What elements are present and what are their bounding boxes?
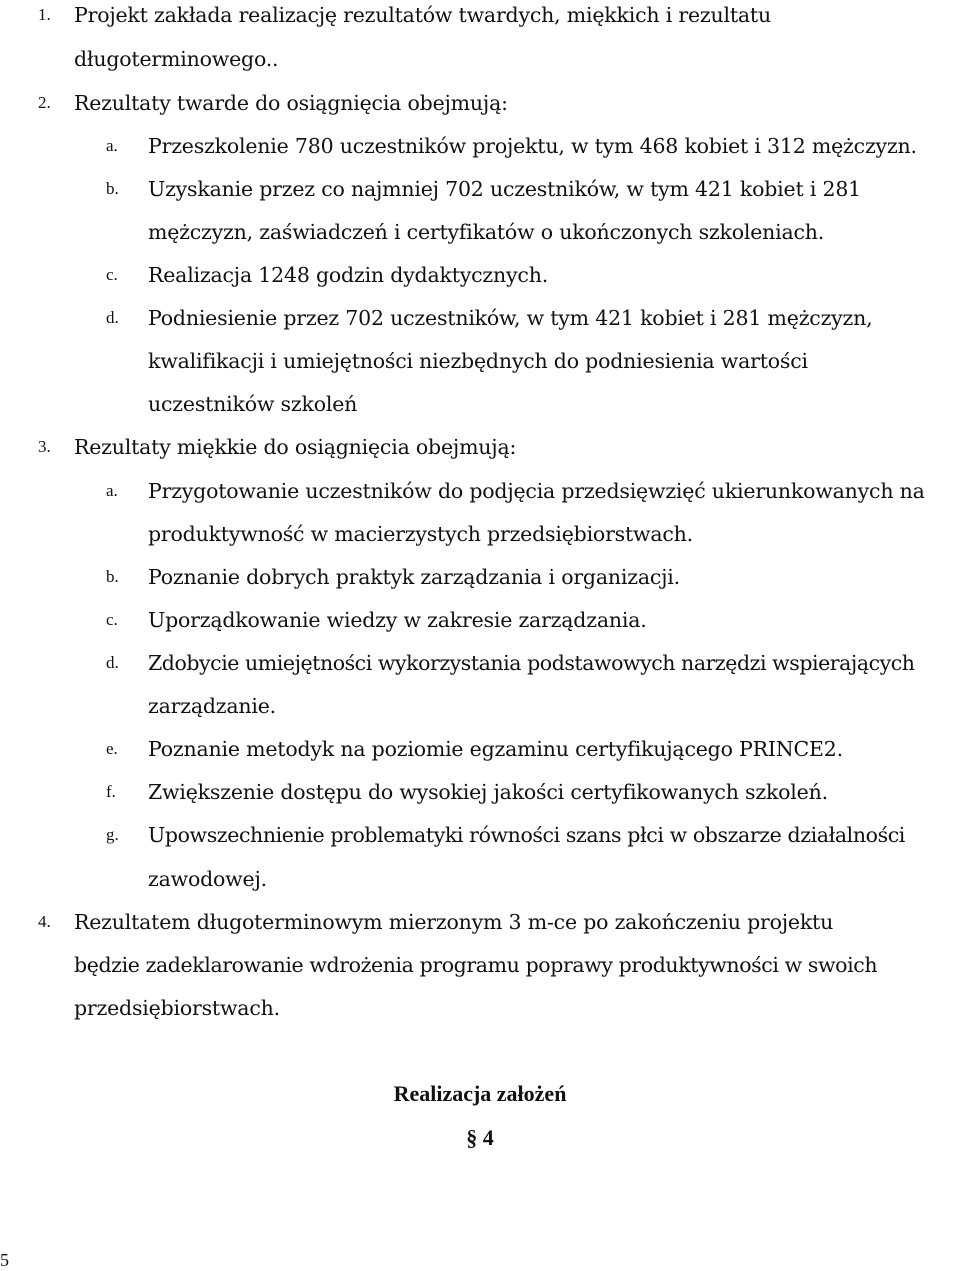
list-marker: 4. bbox=[38, 912, 51, 931]
sub-list-item bbox=[0, 174, 960, 218]
list-marker: b. bbox=[106, 179, 119, 198]
list-marker: d. bbox=[106, 653, 119, 672]
list-item-continuation bbox=[0, 950, 960, 994]
sub-list-item bbox=[0, 131, 960, 175]
list-marker: a. bbox=[106, 136, 118, 155]
sub-list-item bbox=[0, 777, 960, 821]
sub-list-item bbox=[0, 605, 960, 649]
list-item-text: Zwiększenie dostępu do wysokiej jakości certyfikowanych szkoleń. bbox=[148, 780, 828, 804]
list-item-text: Przygotowanie uczestników do podjęcia przedsięwzięć ukierunkowanych na bbox=[148, 479, 925, 503]
list-item bbox=[0, 907, 960, 951]
list-item-text: Poznanie metodyk na poziomie egzaminu certyfikującego PRINCE2. bbox=[148, 737, 843, 761]
list-item-continuation bbox=[0, 864, 960, 908]
list-item-continuation bbox=[0, 519, 960, 563]
sub-list-item bbox=[0, 734, 960, 778]
list-marker: 2. bbox=[38, 93, 51, 112]
list-item-text: uczestników szkoleń bbox=[148, 392, 358, 416]
list-item-continuation bbox=[0, 346, 960, 390]
list-item-text: Poznanie dobrych praktyk zarządzania i organizacji. bbox=[148, 565, 680, 589]
list-marker: d. bbox=[106, 308, 119, 327]
list-item-continuation bbox=[0, 44, 960, 88]
list-marker: g. bbox=[106, 825, 119, 844]
list-item-text: produktywność w macierzystych przedsiębiorstwach. bbox=[148, 522, 693, 546]
list-item-continuation bbox=[0, 389, 960, 433]
page-number: 5 bbox=[0, 1250, 9, 1270]
list-marker: b. bbox=[106, 567, 119, 586]
list-item-text: Uporządkowanie wiedzy w zakresie zarządzania. bbox=[148, 608, 647, 632]
list-marker: f. bbox=[106, 782, 116, 801]
list-item-continuation bbox=[0, 217, 960, 261]
list-item-text: Rezultaty twarde do osiągnięcia obejmują: bbox=[74, 91, 508, 115]
list-item-text: mężczyzn, zaświadczeń i certyfikatów o ukończonych szkoleniach. bbox=[148, 220, 825, 244]
list-item-text: zarządzanie. bbox=[148, 694, 276, 718]
list-marker: a. bbox=[106, 481, 118, 500]
list-item bbox=[0, 432, 960, 476]
list-marker: 1. bbox=[38, 5, 51, 24]
list-marker: c. bbox=[106, 265, 118, 284]
section-title: Realizacja założeń bbox=[393, 1081, 567, 1106]
list-item-text: Podniesienie przez 702 uczestników, w tym 421 kobiet i 281 mężczyzn, bbox=[148, 306, 873, 330]
list-item-text: Przeszkolenie 780 uczestników projektu, w tym 468 kobiet i 312 mężczyzn. bbox=[148, 134, 917, 158]
list-item-text: Rezultatem długoterminowym mierzonym 3 m-ce po zakończeniu projektu bbox=[74, 910, 834, 934]
sub-list-item bbox=[0, 476, 960, 520]
list-item-text: Realizacja 1248 godzin dydaktycznych. bbox=[148, 263, 549, 287]
list-item-text: Rezultaty miękkie do osiągnięcia obejmują: bbox=[74, 435, 517, 459]
sub-list-item bbox=[0, 303, 960, 347]
list-item-text: długoterminowego.. bbox=[74, 47, 279, 71]
list-item-text: Upowszechnienie problematyki równości szans płci w obszarze działalności bbox=[148, 823, 905, 847]
list-item-text: Uzyskanie przez co najmniej 702 uczestników, w tym 421 kobiet i 281 bbox=[148, 177, 862, 201]
list-item-text: Projekt zakłada realizację rezultatów twardych, miękkich i rezultatu bbox=[74, 3, 771, 27]
list-item-continuation bbox=[0, 691, 960, 735]
list-item-text: przedsiębiorstwach. bbox=[74, 996, 280, 1020]
sub-list-item bbox=[0, 260, 960, 304]
list-item-continuation bbox=[0, 993, 960, 1037]
sub-list-item bbox=[0, 820, 960, 864]
list-item bbox=[0, 88, 960, 132]
list-item bbox=[0, 0, 960, 44]
list-item-text: zawodowej. bbox=[148, 867, 267, 891]
sub-list-item bbox=[0, 648, 960, 692]
list-item-text: będzie zadeklarowanie wdrożenia programu poprawy produktywności w swoich bbox=[74, 953, 878, 977]
list-marker: c. bbox=[106, 610, 118, 629]
list-item-text: Zdobycie umiejętności wykorzystania podstawowych narzędzi wspierających bbox=[148, 651, 915, 675]
sub-list-item bbox=[0, 562, 960, 606]
list-marker: 3. bbox=[38, 437, 51, 456]
list-item-text: kwalifikacji i umiejętności niezbędnych do podniesienia wartości bbox=[148, 349, 808, 373]
list-marker: e. bbox=[106, 739, 118, 758]
paragraph-number: § 4 bbox=[466, 1125, 494, 1150]
